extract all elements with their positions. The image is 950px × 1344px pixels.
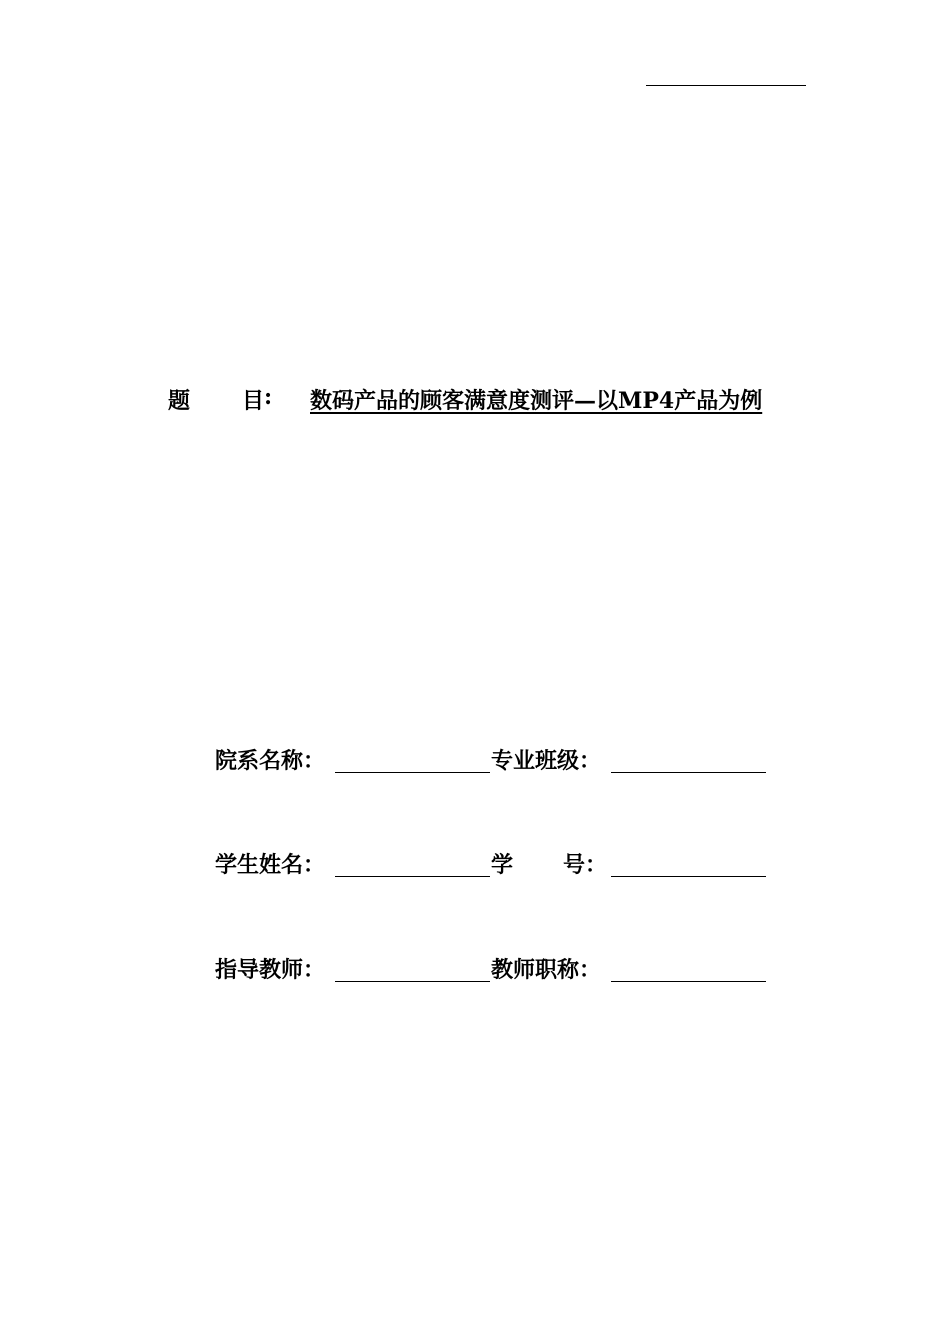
thesis-title-text: 数码产品的顾客满意度测评—以MP4产品为例 (310, 388, 763, 414)
title-colon: : (264, 384, 273, 410)
advisor-label: 指导教师： (215, 957, 326, 983)
student-id-label-part1: 学 (491, 852, 514, 878)
advisor-title-blank (611, 981, 766, 982)
student-id-label-part2: 号： (563, 852, 608, 878)
title-label-part2: 目 (242, 388, 265, 414)
class-label: 专业班级： (491, 748, 602, 774)
advisor-title-label: 教师职称： (491, 957, 602, 983)
department-blank (335, 772, 490, 773)
student-id-blank (611, 876, 766, 877)
student-name-blank (335, 876, 490, 877)
student-name-label: 学生姓名： (215, 852, 326, 878)
department-label: 院系名称： (215, 748, 326, 774)
title-label-part1: 题 (168, 388, 191, 414)
top-blank-line (646, 85, 806, 86)
thesis-title-value (274, 384, 788, 415)
advisor-blank (335, 981, 490, 982)
class-blank (611, 772, 766, 773)
